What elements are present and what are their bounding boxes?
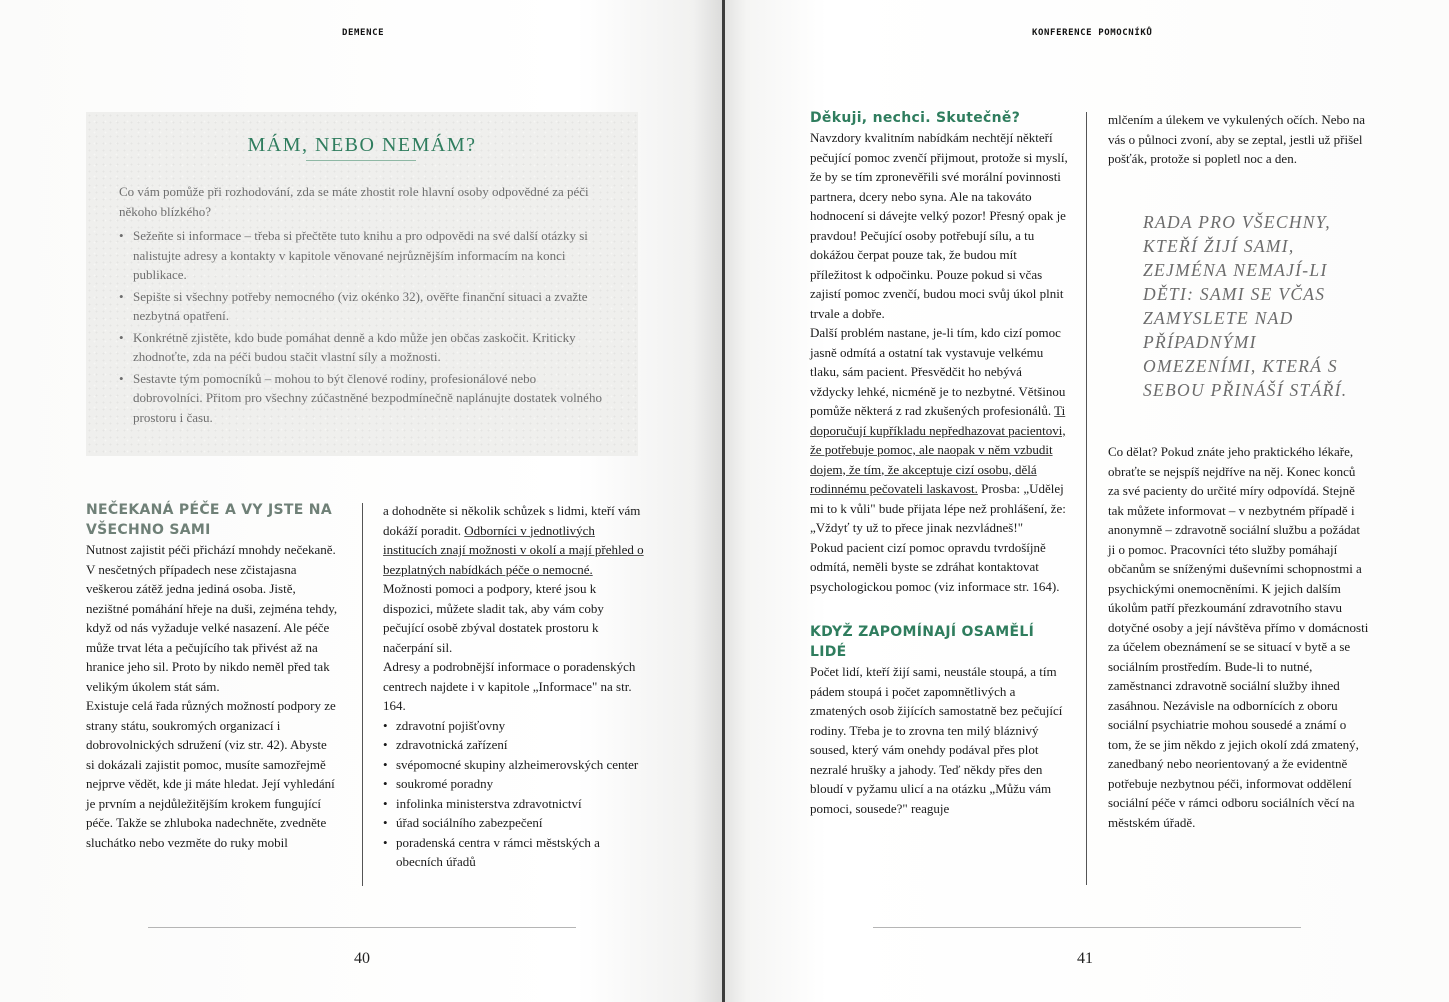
box-list-item: • Konkrétně zjistěte, kdo bude pomáhat denně a kdo může jen občas zaskočit. Kriticky zhodnoťte, zda na péči budou stačit vlastní síly a možnosti. — [119, 328, 609, 367]
section-heading: NEČEKANÁ PÉČE A VY JSTE NA VŠECHNO SAMI — [86, 502, 332, 538]
right-column-2-top — [1108, 110, 1370, 169]
list-item: • infolinka ministerstva zdravotnictví — [383, 794, 645, 814]
paragraph: Pokud pacient cizí pomoc opravdu tvrdošíjně odmítá, neměli byste se zdráhat kontaktovat psychologickou pomoc (viz informace str. 164). — [810, 539, 1060, 594]
left-column-2 — [383, 501, 645, 872]
paragraph: Počet lidí, kteří žijí sami, neustále stoupá, a tím pádem stoupá i počet zapomnětlivých a zmatených osob žijících samostatně bez pečující rodiny. Třeba je to zrovna ten milý bláznivý soused, který vám onehdy podával přes plot nezralé hrušky a jahody. Teď někdy přes den bloudí v pyžamu ulicí a na otázku „Můžu vám pomoci, sousede?" reaguje — [810, 664, 1063, 816]
footer-rule — [148, 927, 576, 928]
text-run: a dohodněte si několik schůzek s lidmi, kteří vám dokáží poradit. — [383, 503, 641, 538]
underlined-text: Ti doporučují kupříkladu nepředhazovat pacientovi, že potřebuje pomoc, ale naopak v něm vzbudit dojem, že tím, že akceptuje cizí osobu, dělá rodinnému pečovateli laskavost. — [810, 403, 1066, 496]
running-head: DEMENCE — [342, 28, 385, 38]
page-number: 40 — [354, 950, 370, 967]
section-heading: KDYŽ ZAPOMÍNAJÍ OSAMĚLÍ LIDÉ — [810, 624, 1035, 660]
paragraph — [810, 323, 1068, 538]
box-title-rule — [306, 160, 416, 161]
box-title: MÁM, NEBO NEMÁM? — [247, 134, 477, 156]
left-page — [0, 0, 722, 1002]
right-column-2-bottom — [1108, 442, 1370, 832]
underlined-text: Odborníci v jednotlivých institucích znají možnosti v okolí a mají přehled o bezplatných nabídkách péče o nemocné. — [383, 522, 644, 577]
list-item: • zdravotnická zařízení — [383, 735, 645, 755]
paragraph: Co dělat? Pokud znáte jeho praktického lékaře, obraťte se nejspíš nejdříve na něj. Konec konců za své pacienty do určité míry odpovídá. Stejně tak můžete informovat – v nezbytném případě i anonymně – zdravotně sociální službu a požádat ji o pomoc. Pracovníci této služby pomáhají občanům se sníženými duševními schopnostmi a psychickými onemocněními. K jejich dalším úkolům patří přezkoumání zdravotního stavu dotyčné osoby a její návštěva přímo v domácnosti za účelem obeznámení se se situací v bytě a se sociálním prostředím. Bude-li to nutné, zaměstnanci zdravotně sociální služby ihned zasáhnou. Nezávisle na odbornících z oboru sociální psychiatrie mohou sousedé a známí o tom, že se jim někdo z jejich okolí zdá zmatený, zanedbaný nebo neorientovaný a že evidentně potřebuje nezbytnou péči, informovat oddělení sociální péče v rámci odboru sociálních věcí na městském úřadě. — [1108, 444, 1369, 830]
pull-quote: RADA PRO VŠECHNY, KTEŘÍ ŽIJÍ SAMI, ZEJMÉNA NEMAJÍ-LI DĚTI: SAMI SE VČAS ZAMYSLETE NAD PŘÍPADNÝMI OMEZENÍMI, KTERÁ S SEBOU PŘINÁŠÍ STÁŘÍ. — [1143, 212, 1348, 400]
column-divider — [362, 503, 363, 886]
running-head: KONFERENCE POMOCNÍKŮ — [1032, 28, 1153, 38]
page-number: 41 — [1077, 950, 1093, 967]
box-list — [119, 226, 609, 429]
info-box — [86, 112, 638, 456]
bullet-list — [383, 716, 645, 872]
box-list-item: • Sepište si všechny potřeby nemocného (viz okénko 32), ověřte finanční situaci a zvažte nezbytná opatření. — [119, 287, 609, 326]
right-column-1 — [810, 108, 1068, 818]
paragraph: Navzdory kvalitním nabídkám nechtějí někteří pečující pomoc zvenčí přijmout, protože si myslí, že by se tím zpronevěřili své morální povinnosti partnera, dcery nebo syna. Ale na takováto hodnocení si dávejte velký pozor! Přesný opak je pravdou! Pečující osoby potřebují sílu, a tu dokážou čerpat pouze tak, že budou mít příležitost k odpočinku. Pouze pokud si včas zajistí pomoc zvenčí, budou moci svůj úkol plnit trvale a dobře. — [810, 130, 1068, 321]
footer-rule — [873, 927, 1301, 928]
box-list-item: • Sežeňte si informace – třeba si přečtěte tuto knihu a pro odpovědi na své další otázky si nalistujte adresy a kontakty v kapitole věnované nejrůznějším informacím na konci publikace. — [119, 226, 609, 285]
paragraph: mlčením a úlekem ve vykulených očích. Nebo na vás o půlnoci zvoní, aby se zeptal, jestli už přišel pošťák, protože si popletl noc a den. — [1108, 112, 1366, 166]
list-item: • zdravotní pojišťovny — [383, 716, 645, 736]
text-run: Prosba: „Udělej mi to k vůli" bude přijata lépe než prohlášení, že: „Vždyť ty už to přece jinak nezvládneš!" — [810, 481, 1066, 535]
list-item: • úřad sociálního zabezpečení — [383, 813, 645, 833]
list-item: • svépomocné skupiny alzheimerovských center — [383, 755, 645, 775]
column-divider — [1086, 112, 1087, 885]
paragraph: Nutnost zajistit péči přichází mnohdy nečekaně. V nesčetných případech nese zčistajasna veškerou zátěž jedna jediná osoba. Jistě, nezištné pomáhání hřeje na duši, zejména tehdy, když od nás vyžaduje velké nasazení. Ale péče může trvat léta a pečujícího tak přivést až na hranice jeho sil. Proto by nikdo neměl před tak velikým úkolem stát sám. — [86, 542, 338, 694]
paragraph: Adresy a podrobnější informace o poradenských centrech najdete i v kapitole „Informace" na str. 164. — [383, 659, 636, 713]
text-run: Možnosti pomoci a podpory, které jsou k dispozici, můžete sladit tak, aby vám coby pečující osobě zbýval dostatek prostoru k načerpání sil. — [383, 581, 604, 655]
list-item: • soukromé poradny — [383, 774, 645, 794]
list-item: • poradenská centra v rámci městských a obecních úřadů — [383, 833, 645, 872]
box-list-item: • Sestavte tým pomocníků – mohou to být členové rodiny, profesionálové nebo dobrovolníci. Přitom pro všechny zúčastněné bezpodmínečně naplánujte dostatek volného prostoru i času. — [119, 369, 609, 428]
paragraph: Existuje celá řada různých možností podpory ze strany státu, soukromých organizací i dobrovolnických sdružení (viz str. 42). Abyste si dokázali zajistit pomoc, musíte samozřejmě nejprve vědět, kde ji máte hledat. Její vyhledání je prvním a nejdůležitějším krokem fungující péče. Takže se zhluboka nadechněte, zvedněte sluchátko nebo vezměte do ruky mobil — [86, 698, 336, 850]
subheading: Děkuji, nechci. Skutečně? — [810, 110, 1021, 126]
paragraph — [383, 501, 645, 657]
text-run: Další problém nastane, je-li tím, kdo cizí pomoc jasně odmítá a ostatní tak vystavuje velkému tlaku, sám pacient. Přesvědčit ho nebývá vždycky lehké, nicméně je to nezbytné. Většinou pomůže některá z rad zkušených profesionálů. — [810, 325, 1066, 418]
right-page — [725, 0, 1449, 1002]
box-intro: Co vám pomůže při rozhodování, zda se máte zhostit role hlavní osoby odpovědné za péči někoho blízkého? — [119, 184, 589, 219]
left-column-1 — [86, 540, 338, 852]
